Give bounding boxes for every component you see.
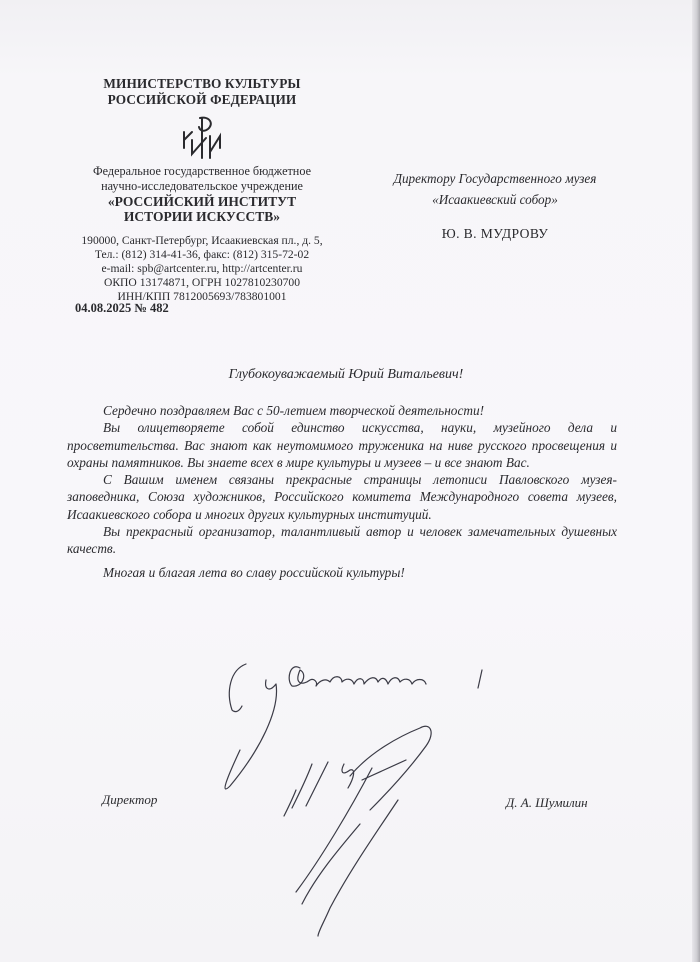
signatory-title: Директор bbox=[102, 792, 158, 807]
signature-stroke bbox=[362, 760, 406, 780]
email-website: e-mail: spb@artcenter.ru, http://artcenter.ru bbox=[101, 262, 303, 275]
handwritten-closing-stroke bbox=[229, 664, 246, 712]
signature-stroke bbox=[306, 762, 328, 806]
letter-body bbox=[67, 402, 617, 581]
address: 190000, Санкт-Петербург, Исаакиевская пл., д. 5, bbox=[81, 234, 323, 247]
document-reference: 04.08.2025 № 482 bbox=[75, 301, 169, 315]
riii-monogram-logo-icon bbox=[172, 114, 232, 160]
handwritten-closing-stroke bbox=[478, 670, 482, 688]
addressee-line: Директору Государственного музея bbox=[393, 171, 597, 186]
institution-type-line: научно-исследовательское учреждение bbox=[101, 179, 303, 193]
addressee-line: «Исаакиевский собор» bbox=[432, 192, 558, 207]
paragraph: Многая и благая лета во славу российской культуры! bbox=[103, 564, 405, 580]
letterhead bbox=[62, 76, 342, 304]
handwritten-closing-stroke bbox=[225, 680, 276, 789]
salutation: Глубокоуважаемый Юрий Витальевич! bbox=[228, 367, 464, 382]
signature-stroke bbox=[342, 764, 354, 788]
paragraph: Вы прекрасный организатор, талантливый автор и человек замечательных душевных качеств. bbox=[67, 524, 617, 557]
paragraph: Вы олицетворяете собой единство искусства, науки, музейного дела и просветительства. Вас знают как неутомимого труженика на ниве русского просвещения и охраны памятников. Вы знаете всех в мире культуры и музеев – и все знают Вас. bbox=[67, 420, 617, 470]
ministry-line: МИНИСТЕРСТВО КУЛЬТУРЫ bbox=[103, 76, 301, 91]
addressee-name: Ю. В. МУДРОВУ bbox=[441, 226, 549, 241]
page-edge-shadow bbox=[692, 0, 700, 962]
contact-details bbox=[62, 234, 342, 304]
signatory-name: Д. А. Шумилин bbox=[506, 795, 588, 810]
institution-name bbox=[62, 194, 342, 224]
inn-kpp: ИНН/КПП 7812005693/783801001 bbox=[117, 290, 287, 303]
handwritten-closing-stroke bbox=[289, 667, 426, 686]
phone-fax: Тел.: (812) 314-41-36, факс: (812) 315-72-02 bbox=[94, 248, 310, 261]
institution-name-line: ИСТОРИИ ИСКУССТВ» bbox=[123, 209, 281, 224]
signature-stroke bbox=[318, 800, 398, 936]
paragraph: Сердечно поздравляем Вас с 50-летием творческой деятельности! bbox=[103, 403, 485, 418]
institution-type bbox=[62, 164, 342, 194]
okpo-ogrn: ОКПО 13174871, ОГРН 1027810230700 bbox=[103, 276, 301, 289]
addressee bbox=[360, 168, 630, 210]
signature-stroke bbox=[296, 768, 372, 892]
signature-stroke bbox=[302, 824, 360, 904]
signature-stroke bbox=[350, 726, 431, 810]
signature-stroke bbox=[292, 764, 312, 808]
ministry-name bbox=[62, 76, 342, 108]
paragraph: С Вашим именем связаны прекрасные страницы летописи Павловского музея-заповедника, Союза художников, Российского комитета Международного совета музеев, Исаакиевского собора и многих других культурных институций. bbox=[67, 472, 617, 522]
handwritten-signature bbox=[80, 640, 640, 940]
institution-name-line: «РОССИЙСКИЙ ИНСТИТУТ bbox=[107, 194, 297, 209]
institution-type-line: Федеральное государственное бюджетное bbox=[93, 164, 311, 178]
ministry-line: РОССИЙСКОЙ ФЕДЕРАЦИИ bbox=[107, 92, 297, 107]
